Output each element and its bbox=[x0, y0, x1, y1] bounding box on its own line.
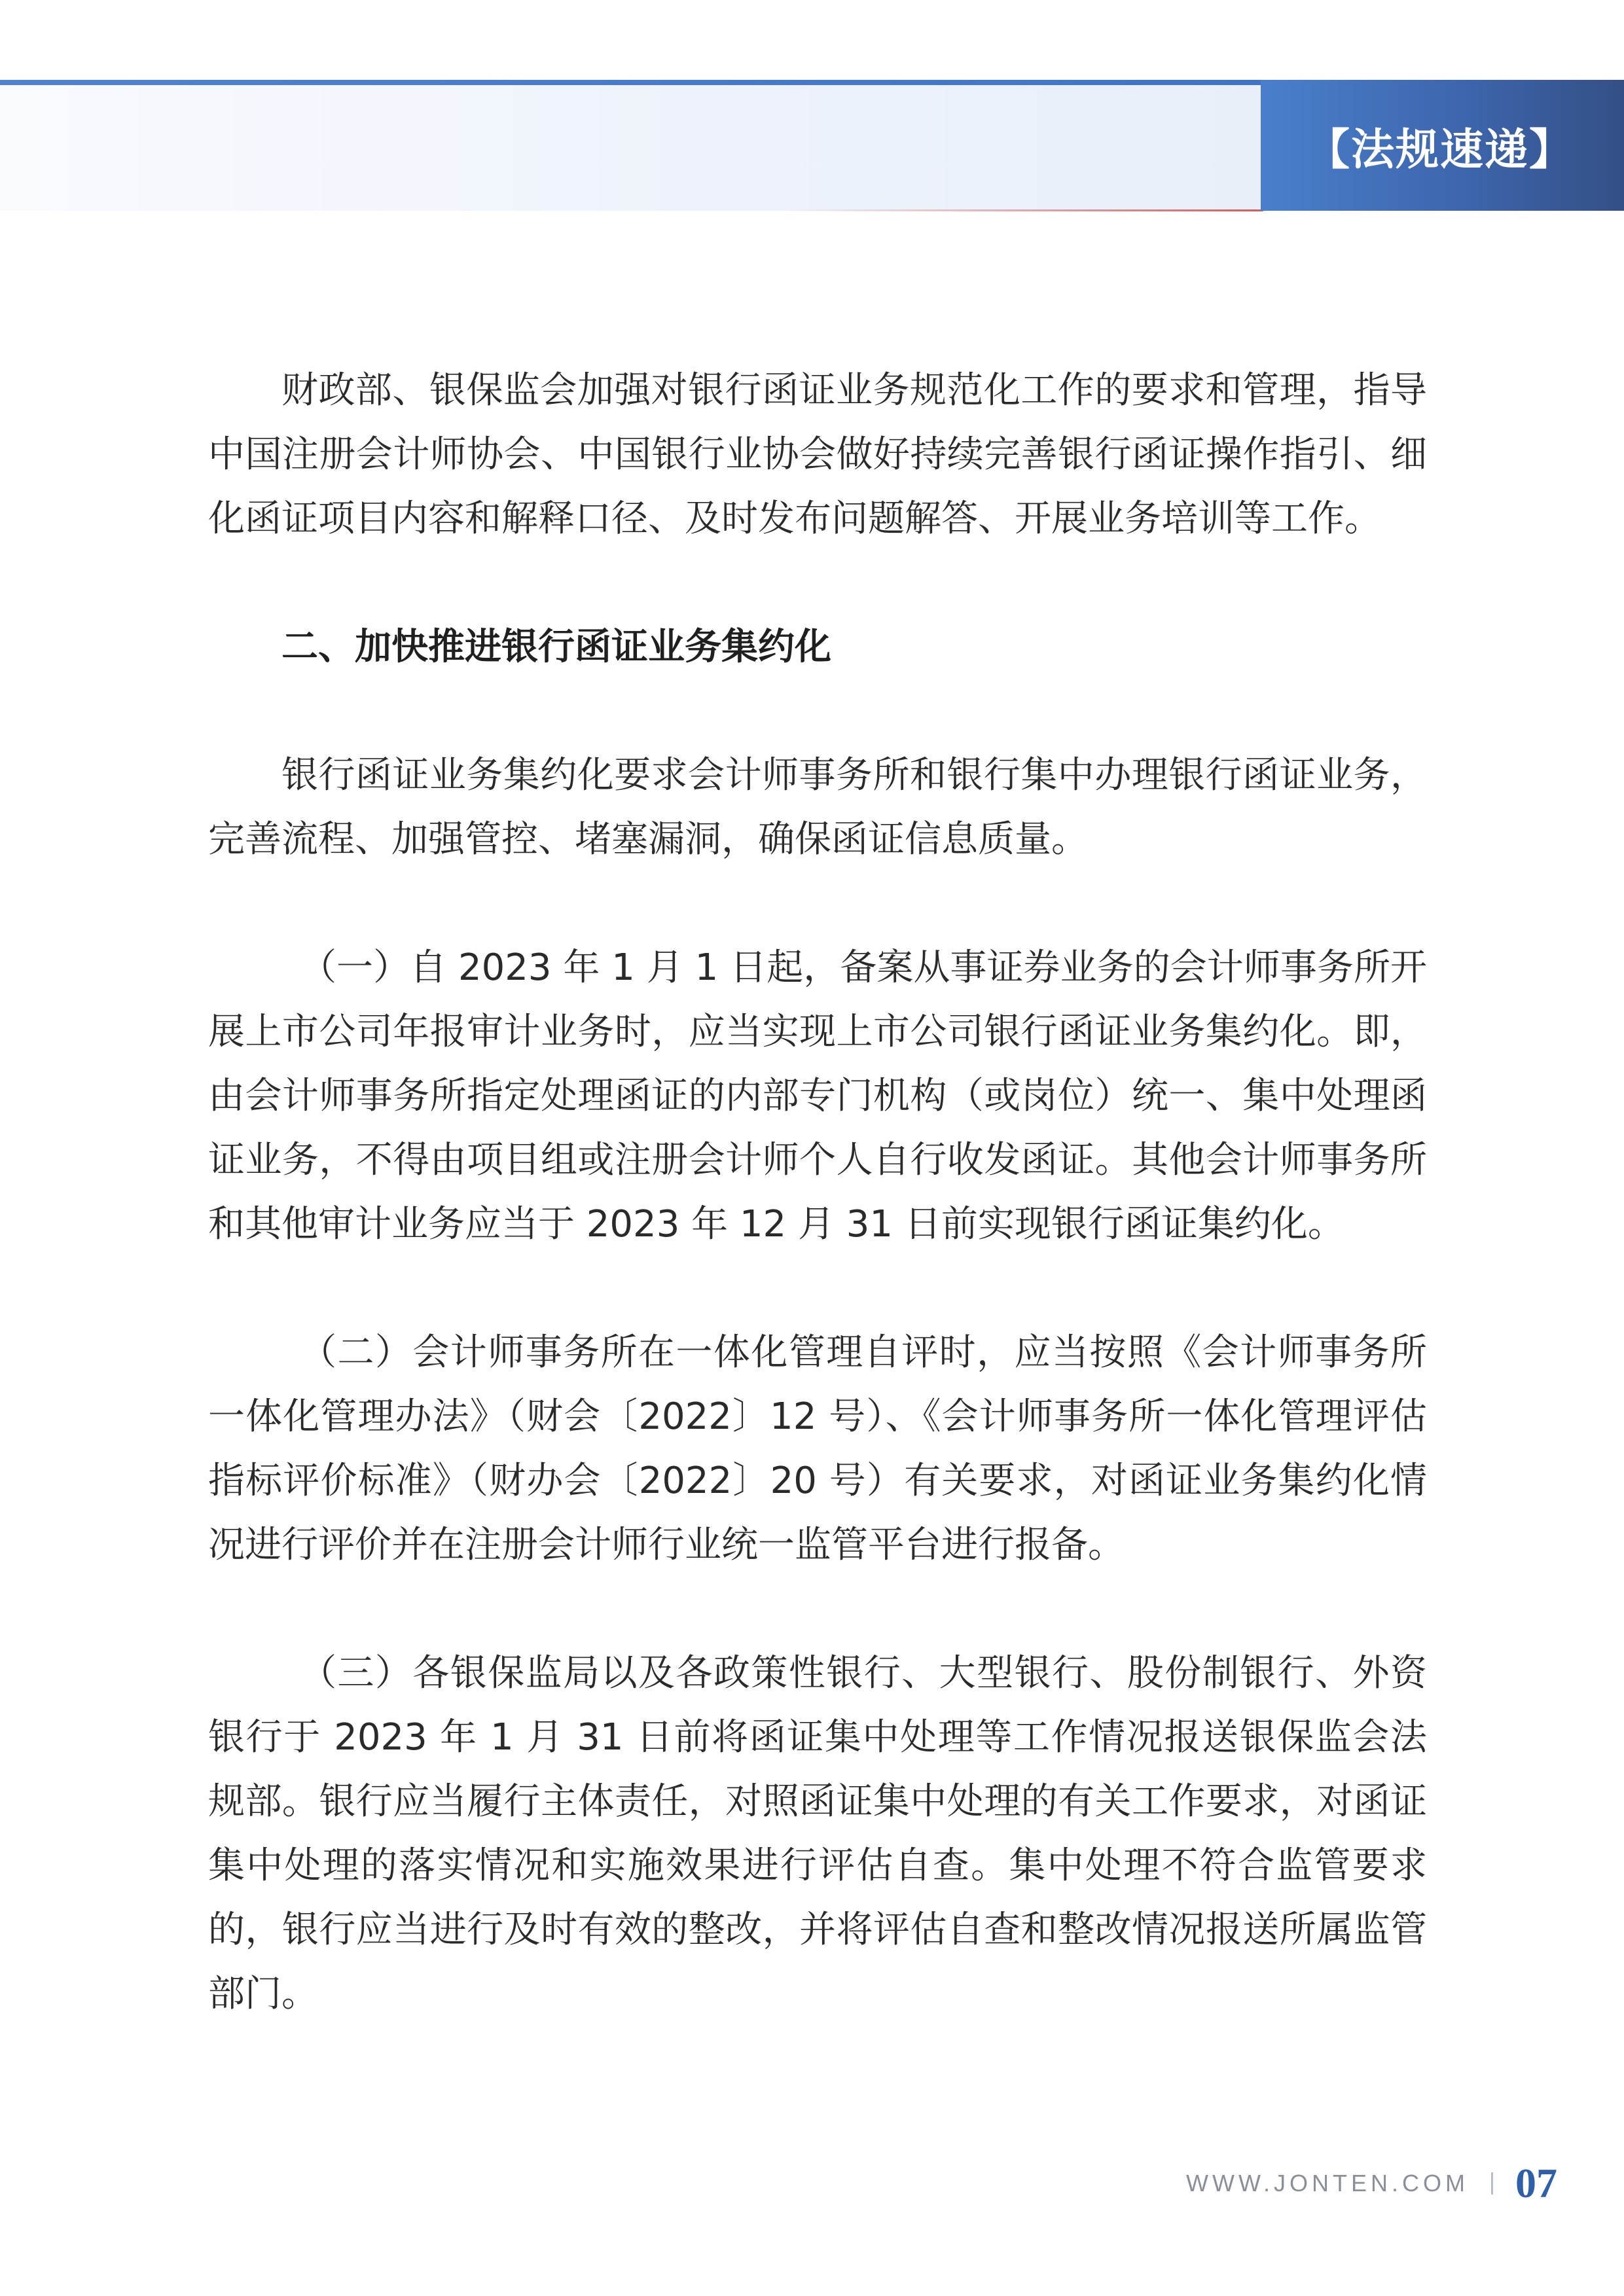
header-top-line bbox=[0, 80, 1263, 85]
website-link[interactable]: WWW.JONTEN.COM bbox=[1186, 2170, 1469, 2197]
page-number: 07 bbox=[1515, 2160, 1557, 2206]
page-footer bbox=[1186, 2157, 1557, 2210]
section-tag bbox=[1261, 80, 1624, 211]
list-item-3: （三）各银保监局以及各政策性银行、大型银行、股份制银行、外资银行于 2023 年 1 月 31 日前将函证集中处理等工作情况报送银保监会法规部。银行应当履行主体责任，对照函证集中处理的有关工作要求，对函证集中处理的落实情况和实施效果进行评估自查。集中处理不符合监管要求的，银行应当进行及时有效的整改，并将评估自查和整改情况报送所属监管部门。 bbox=[208, 1652, 1427, 2015]
paragraph-intro: 财政部、银保监会加强对银行函证业务规范化工作的要求和管理，指导中国注册会计师协会、中国银行业协会做好持续完善银行函证操作指引、细化函证项目内容和解释口径、及时发布问题解答、开展业务培训等工作。 bbox=[208, 369, 1427, 540]
header-accent-line bbox=[785, 209, 1263, 211]
section-heading: 二、加快推进银行函证业务集约化 bbox=[281, 626, 831, 668]
paragraph-summary: 银行函证业务集约化要求会计师事务所和银行集中办理银行函证业务，完善流程、加强管控、堵塞漏洞，确保函证信息质量。 bbox=[208, 754, 1427, 861]
header-band bbox=[0, 85, 1263, 211]
article-body bbox=[208, 359, 1427, 2026]
footer-divider bbox=[1491, 2172, 1493, 2195]
section-tag-label: 【法规速递】 bbox=[1307, 123, 1574, 175]
list-item-2: （二）会计师事务所在一体化管理自评时，应当按照《会计师事务所一体化管理办法》（财会〔2022〕12 号）、《会计师事务所一体化管理评估指标评价标准》（财办会〔2022〕20 号）有关要求，对函证业务集约化情况进行评价并在注册会计师行业统一监管平台进行报备。 bbox=[208, 1331, 1427, 1566]
list-item-1: （一）自 2023 年 1 月 1 日起，备案从事证券业务的会计师事务所开展上市公司年报审计业务时，应当实现上市公司银行函证业务集约化。即，由会计师事务所指定处理函证的内部专门机构（或岗位）统一、集中处理函证业务，不得由项目组或注册会计师个人自行收发函证。其他会计师事务所和其他审计业务应当于 2023 年 12 月 31 日前实现银行函证集约化。 bbox=[208, 946, 1427, 1246]
